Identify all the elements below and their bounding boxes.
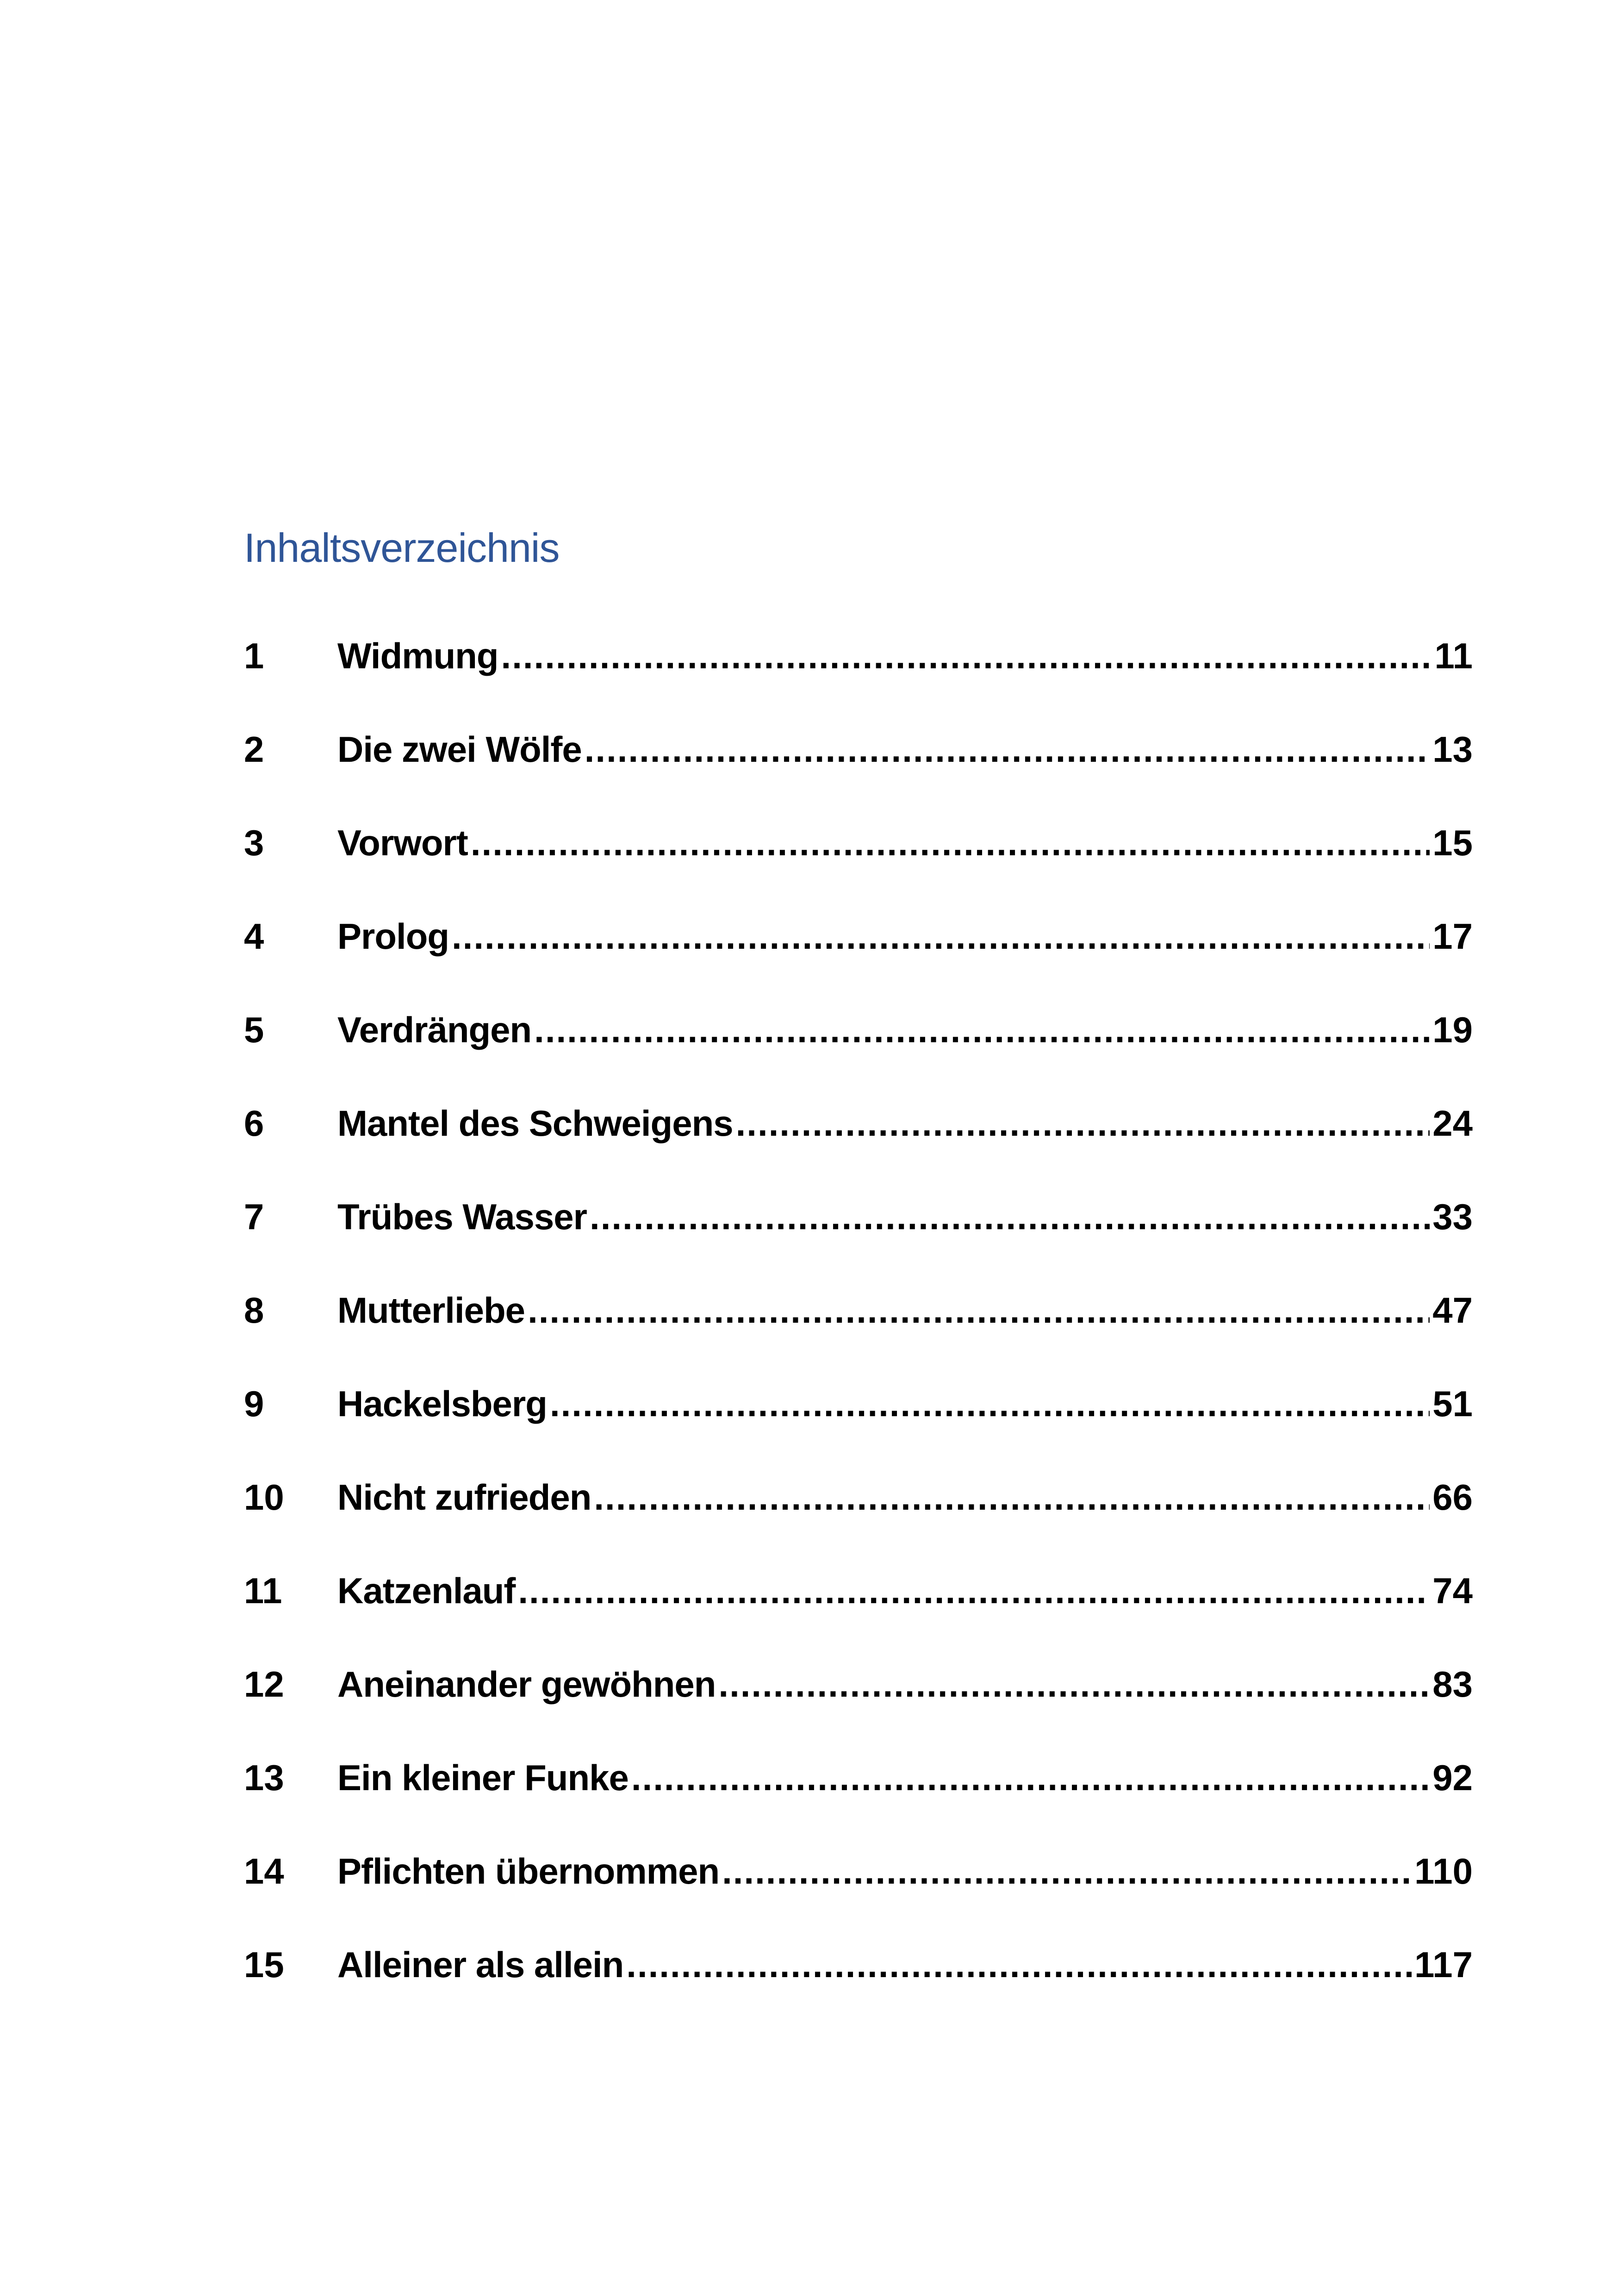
toc-dot-leader bbox=[528, 1292, 1430, 1328]
toc-entry-page: 74 bbox=[1432, 1570, 1473, 1611]
toc-entry-title: Alleiner als allein bbox=[337, 1944, 624, 1985]
toc-dot-leader bbox=[631, 1760, 1430, 1796]
toc-entry-number: 2 bbox=[244, 729, 264, 770]
toc-entry-title: Aneinander gewöhnen bbox=[337, 1664, 716, 1705]
toc-entry[interactable] bbox=[244, 1570, 1473, 1666]
toc-dot-leader bbox=[501, 638, 1432, 674]
toc-dot-leader bbox=[594, 1479, 1430, 1515]
toc-entry-page: 19 bbox=[1432, 1009, 1473, 1050]
toc-entry-number: 8 bbox=[244, 1290, 264, 1331]
toc-entry[interactable] bbox=[244, 1479, 1473, 1573]
toc-dot-leader bbox=[585, 731, 1430, 767]
toc-entry-page: 33 bbox=[1432, 1196, 1473, 1237]
toc-entry-page: 92 bbox=[1432, 1757, 1473, 1798]
toc-dot-leader bbox=[590, 1199, 1430, 1235]
toc-entry-page: 15 bbox=[1432, 822, 1473, 863]
toc-entry-number: 3 bbox=[244, 822, 264, 863]
toc-entry-title: Vorwort bbox=[337, 822, 468, 863]
toc-entry[interactable] bbox=[244, 1196, 1473, 1292]
toc-entry-number: 6 bbox=[244, 1103, 264, 1144]
toc-entry-number: 1 bbox=[244, 635, 264, 676]
toc-dot-leader bbox=[534, 1012, 1430, 1048]
toc-entry[interactable] bbox=[244, 1105, 1473, 1199]
toc-dot-leader bbox=[518, 1573, 1430, 1609]
toc-entry-number: 9 bbox=[244, 1383, 264, 1424]
toc-dot-leader bbox=[736, 1105, 1430, 1141]
toc-entry-page: 51 bbox=[1432, 1383, 1473, 1424]
toc-dot-leader bbox=[550, 1386, 1430, 1422]
toc-entry-title: Mantel des Schweigens bbox=[337, 1103, 733, 1144]
toc-entry-number: 5 bbox=[244, 1009, 264, 1050]
toc-entry-title: Katzenlauf bbox=[337, 1570, 516, 1611]
toc-entry[interactable] bbox=[244, 1944, 1473, 2040]
toc-entry-page: 47 bbox=[1432, 1290, 1473, 1331]
toc-entry[interactable] bbox=[244, 1666, 1473, 1760]
toc-entry-title: Nicht zufrieden bbox=[337, 1477, 591, 1518]
toc-entry-number: 14 bbox=[244, 1851, 284, 1892]
toc-entry-title: Trübes Wasser bbox=[337, 1196, 587, 1237]
toc-entry-number: 13 bbox=[244, 1757, 284, 1798]
toc-entry[interactable] bbox=[244, 635, 1473, 731]
toc-entry-title: Hackelsberg bbox=[337, 1383, 547, 1424]
toc-list bbox=[244, 635, 1473, 2040]
toc-entry-title: Ein kleiner Funke bbox=[337, 1757, 629, 1798]
toc-entry-title: Prolog bbox=[337, 916, 449, 957]
toc-dot-leader bbox=[722, 1853, 1412, 1889]
toc-entry-number: 15 bbox=[244, 1944, 284, 1985]
toc-entry-title: Widmung bbox=[337, 635, 498, 676]
toc-entry[interactable] bbox=[244, 1292, 1473, 1386]
toc-entry[interactable] bbox=[244, 731, 1473, 825]
toc-entry[interactable] bbox=[244, 918, 1473, 1012]
toc-entry-number: 10 bbox=[244, 1477, 284, 1518]
toc-entry-page: 24 bbox=[1432, 1103, 1473, 1144]
toc-entry-page: 117 bbox=[1414, 1944, 1473, 1985]
toc-entry-page: 17 bbox=[1432, 916, 1473, 957]
toc-entry-number: 4 bbox=[244, 916, 264, 957]
toc-entry-page: 83 bbox=[1432, 1664, 1473, 1705]
toc-entry-number: 12 bbox=[244, 1664, 284, 1705]
toc-entry-page: 13 bbox=[1432, 729, 1473, 770]
toc-entry-page: 110 bbox=[1414, 1851, 1473, 1892]
toc-entry[interactable] bbox=[244, 1853, 1473, 1947]
toc-dot-leader bbox=[471, 825, 1430, 861]
toc-entry-title: Mutterliebe bbox=[337, 1290, 525, 1331]
toc-heading: Inhaltsverzeichnis bbox=[244, 525, 560, 571]
toc-entry-title: Pflichten übernommen bbox=[337, 1851, 720, 1892]
toc-entry-number: 11 bbox=[244, 1570, 282, 1611]
toc-entry[interactable] bbox=[244, 1757, 1473, 1853]
toc-entry[interactable] bbox=[244, 822, 1473, 918]
toc-entry-number: 7 bbox=[244, 1196, 264, 1237]
toc-entry-page: 66 bbox=[1432, 1477, 1473, 1518]
toc-entry[interactable] bbox=[244, 1383, 1473, 1479]
toc-entry[interactable] bbox=[244, 1009, 1473, 1105]
toc-entry-title: Die zwei Wölfe bbox=[337, 729, 582, 770]
toc-entry-title: Verdrängen bbox=[337, 1009, 532, 1050]
toc-dot-leader bbox=[718, 1666, 1430, 1702]
toc-entry-page: 11 bbox=[1434, 635, 1473, 676]
toc-dot-leader bbox=[626, 1947, 1412, 1983]
toc-dot-leader bbox=[452, 918, 1430, 954]
